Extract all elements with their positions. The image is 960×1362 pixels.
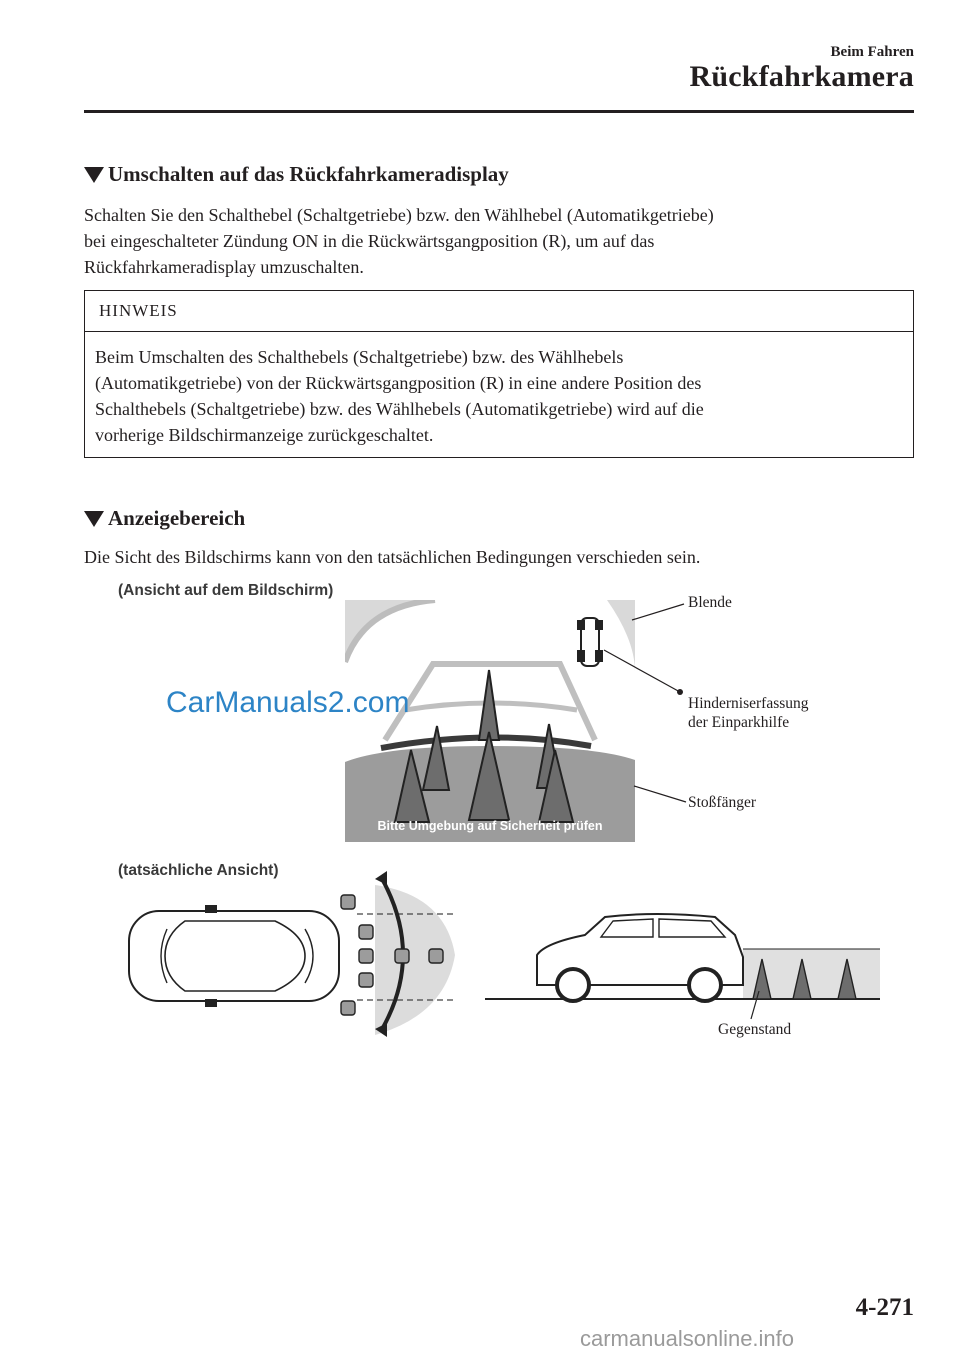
callout-bumper: Stoßfänger [688,794,757,811]
note-box [84,290,914,458]
callout-sensor-line: der Einparkhilfe [688,714,790,731]
callout-blende: Blende [688,594,732,611]
note-line: Beim Umschalten des Schalthebels (Schaltgetriebe) bzw. des Wählhebels [95,347,624,367]
side-view-car-illustration [485,905,880,1035]
top-view-car-illustration [125,865,460,1050]
chapter-label: Beim Fahren [830,44,914,60]
actual-view-label: (tatsächliche Ansicht) [118,862,279,879]
arc-arrow-icon [375,871,387,885]
callout-object: Gegenstand [718,1021,792,1038]
callout-sensor-line: Hinderniserfassung [688,695,809,712]
screen-message: Bitte Umgebung auf Sicherheit prüfen [377,819,603,833]
callout-sensor [688,694,809,732]
screen-view-label: (Ansicht auf dem Bildschirm) [118,582,334,599]
paragraph-line: Rückfahrkameradisplay umzuschalten. [84,257,364,277]
front-wheel [557,969,589,1001]
header-rule [84,110,914,113]
triangle-bullet-icon [84,167,104,183]
watermark-bottom: carmanualsonline.info [580,1326,795,1351]
note-line: vorherige Bildschirmanzeige zurückgeschaltet. [95,425,434,445]
triangle-bullet-icon [84,511,104,527]
note-line: Schalthebels (Schaltgetriebe) bzw. des Wählhebels (Automatikgetriebe) wird auf die [95,399,704,419]
note-heading: HINWEIS [99,301,178,320]
page-number: 4-271 [855,1294,914,1321]
section-title-switch [84,162,509,187]
section-title-display-area [84,506,245,531]
note-body [95,344,905,448]
paragraph-line: Schalten Sie den Schalthebel (Schaltgetriebe) bzw. den Wählhebel (Automatikgetriebe) [84,205,714,225]
watermark-top: CarManuals2.com [166,686,410,719]
section2-paragraph: Die Sicht des Bildschirms kann von den tatsächlichen Bedingungen verschieden sein. [84,547,701,567]
rear-wheel [689,969,721,1001]
section1-paragraph [84,202,884,280]
callout-lines [590,590,700,810]
note-header [85,291,913,332]
paragraph-line: bei eingeschalteter Zündung ON in die Rückwärtsgangposition (R), um auf das [84,231,655,251]
page-title: Rückfahrkamera [689,60,914,93]
note-line: (Automatikgetriebe) von der Rückwärtsgangposition (R) in eine andere Position des [95,373,702,393]
section-title-text: Anzeigebereich [108,506,246,530]
car-cabin [165,921,305,991]
section-title-text: Umschalten auf das Rückfahrkameradisplay [108,162,509,186]
